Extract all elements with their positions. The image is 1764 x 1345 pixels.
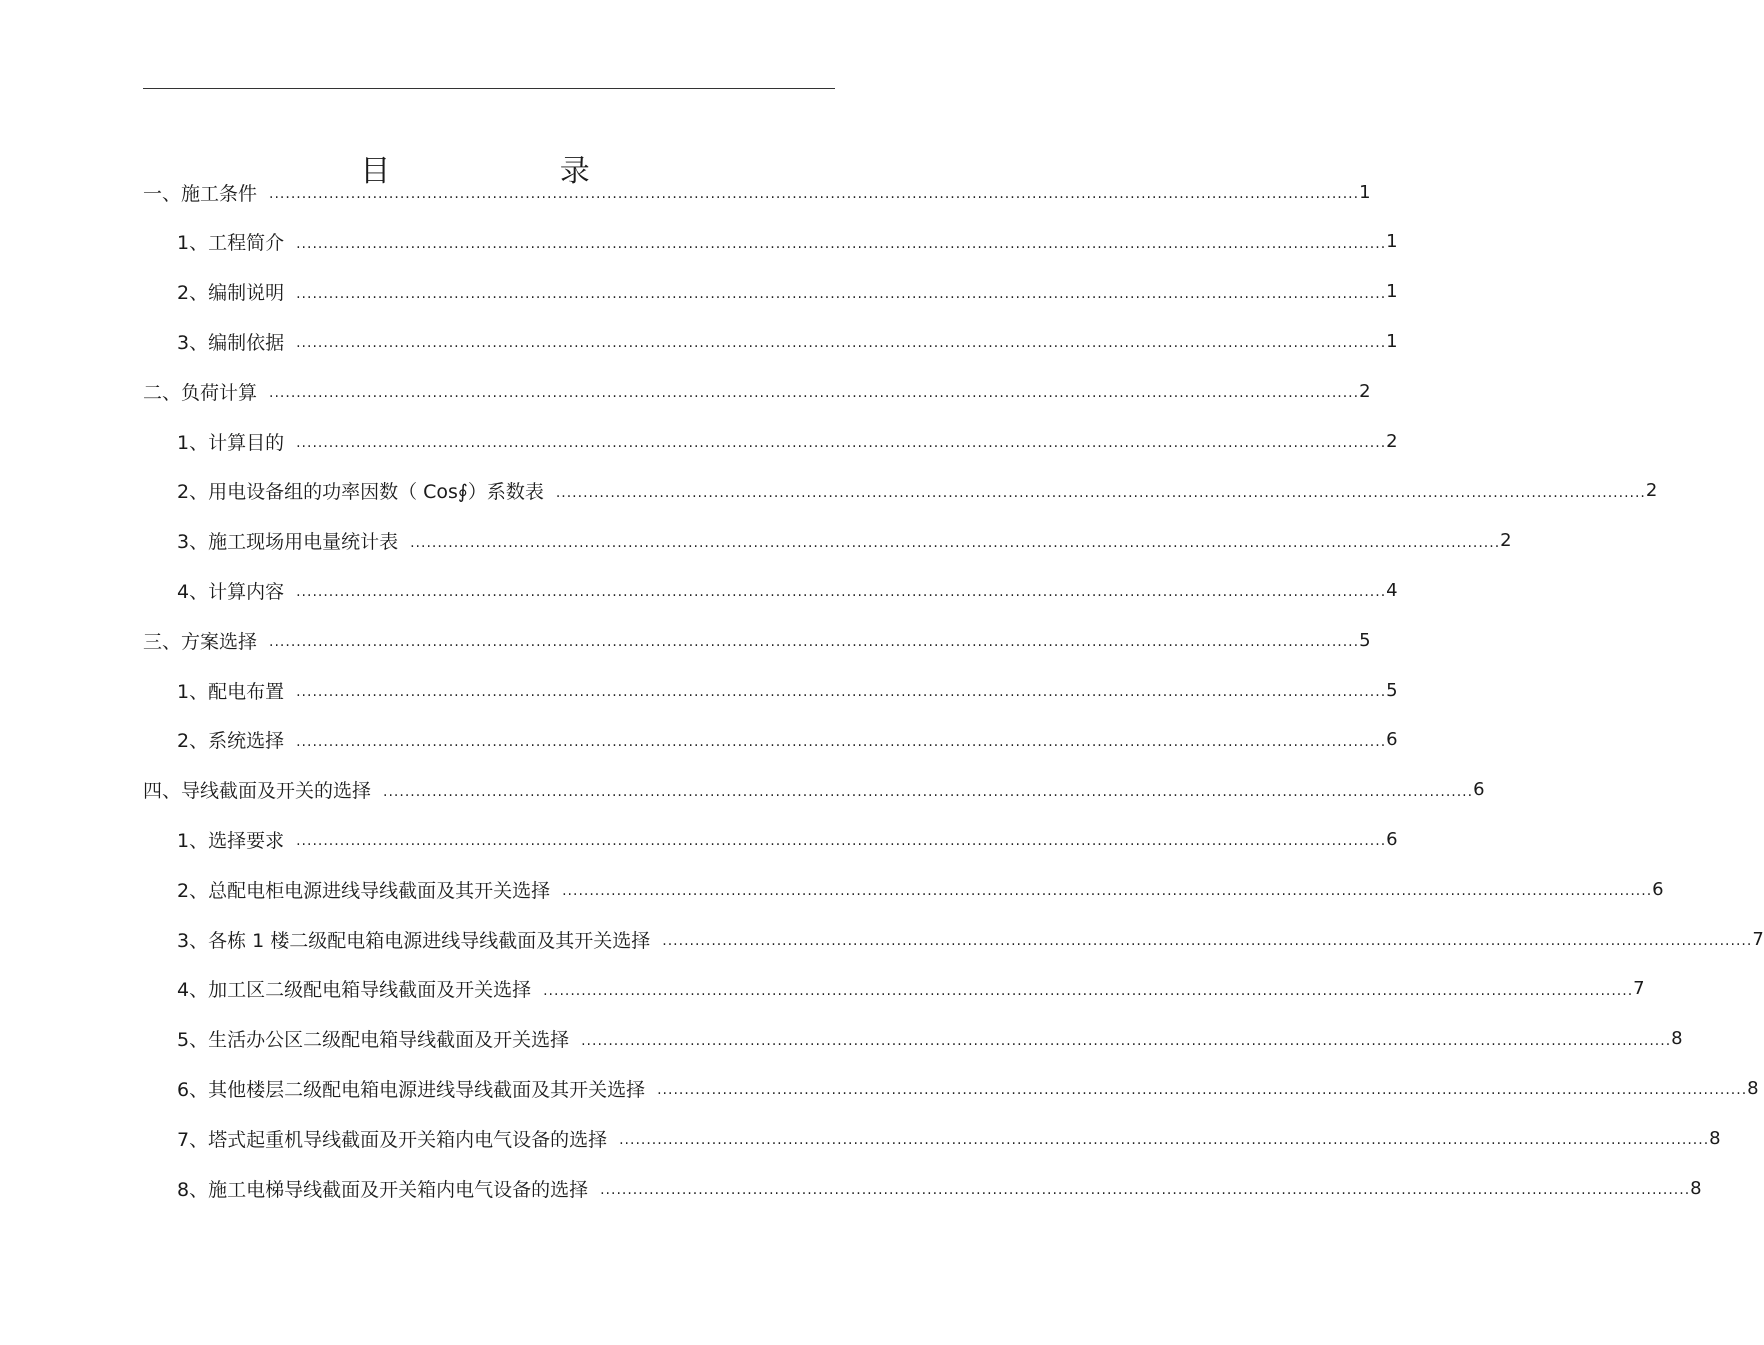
toc-entry[interactable] xyxy=(177,474,1658,508)
toc-entry-number: 6、 xyxy=(177,1078,209,1101)
toc-entry-number: 3、 xyxy=(177,929,209,952)
toc-entry-label: 总配电柜电源进线导线截面及其开关选择 xyxy=(208,879,551,902)
toc-entry-label: 计算目的 xyxy=(208,431,285,454)
toc-entry[interactable] xyxy=(177,573,1398,607)
toc-entry-label: 编制说明 xyxy=(208,282,285,305)
toc-entry-page: 6 xyxy=(1386,729,1398,751)
toc-entry[interactable] xyxy=(177,275,1398,309)
toc-entry-number: 7、 xyxy=(177,1128,209,1151)
toc-entry-number: 2、 xyxy=(177,730,209,753)
toc-entry-number: 4、 xyxy=(177,580,209,603)
toc-entry-label: 工程简介 xyxy=(208,232,285,255)
toc-entry-label: 负荷计算 xyxy=(181,381,258,404)
toc-leader-dots: ........................................................................................................................................................................................................ xyxy=(269,634,1360,651)
toc-entry[interactable] xyxy=(177,723,1398,757)
toc-entry-label: 塔式起重机导线截面及开关箱内电气设备的选择 xyxy=(208,1128,608,1151)
toc-leader-dots: ........................................................................................................................................................................................................ xyxy=(581,1032,1672,1049)
toc-entry[interactable] xyxy=(177,1071,1759,1105)
toc-entry-number: 3、 xyxy=(177,531,209,554)
toc-leader-dots: ........................................................................................................................................................................................................ xyxy=(410,534,1501,551)
toc-entry-label: 导线截面及开关的选择 xyxy=(181,780,372,803)
toc-entry[interactable] xyxy=(177,225,1398,259)
toc-entry-page: 8 xyxy=(1671,1028,1683,1050)
toc-entry[interactable] xyxy=(177,1171,1702,1205)
toc-entry-page: 7 xyxy=(1752,928,1764,950)
page-title: 目 录 xyxy=(360,154,670,190)
toc-entry-page: 8 xyxy=(1747,1077,1759,1099)
toc-entry-page: 2 xyxy=(1500,530,1512,552)
toc-entry-page: 2 xyxy=(1359,380,1371,402)
toc-entry-number: 5、 xyxy=(177,1029,209,1052)
toc-entry-number: 二、 xyxy=(143,381,182,404)
toc-entry-number: 1、 xyxy=(177,680,209,703)
toc-entry-number: 1、 xyxy=(177,829,209,852)
toc-entry[interactable] xyxy=(177,972,1645,1006)
toc-entry[interactable] xyxy=(177,872,1664,906)
toc-entry-label: 用电设备组的功率因数（ Cos∮）系数表 xyxy=(208,481,544,504)
toc-entry-number: 2、 xyxy=(177,282,209,305)
toc-leader-dots: ........................................................................................................................................................................................................ xyxy=(619,1132,1710,1149)
toc-entry-page: 1 xyxy=(1359,181,1371,203)
toc-entry-label: 方案选择 xyxy=(181,630,258,653)
toc-entry-page: 4 xyxy=(1386,579,1398,601)
toc-entry[interactable] xyxy=(177,1121,1721,1155)
toc-entry[interactable] xyxy=(177,822,1398,856)
toc-entry-page: 5 xyxy=(1386,679,1398,701)
toc-entry-number: 4、 xyxy=(177,979,209,1002)
toc-leader-dots: ........................................................................................................................................................................................................ xyxy=(296,584,1387,601)
toc-entry-label: 施工条件 xyxy=(181,182,258,205)
toc-entry-page: 7 xyxy=(1633,978,1645,1000)
toc-entry-number: 四、 xyxy=(143,780,182,803)
toc-entry-label: 配电布置 xyxy=(208,680,285,703)
toc-entry[interactable] xyxy=(143,175,1371,209)
toc-entry-label: 加工区二级配电箱导线截面及开关选择 xyxy=(208,979,532,1002)
toc-entry[interactable] xyxy=(177,1022,1683,1056)
toc-entry[interactable] xyxy=(177,922,1764,956)
toc-entry-page: 6 xyxy=(1473,779,1485,801)
toc-entry-number: 一、 xyxy=(143,182,182,205)
toc-entry-page: 1 xyxy=(1386,281,1398,303)
toc-entry-number: 8、 xyxy=(177,1178,209,1201)
toc-entry-page: 8 xyxy=(1709,1127,1721,1149)
toc-leader-dots: ........................................................................................................................................................................................................ xyxy=(296,285,1387,302)
toc-leader-dots: ........................................................................................................................................................................................................ xyxy=(543,982,1634,999)
toc-entry-number: 1、 xyxy=(177,431,209,454)
toc-leader-dots: ........................................................................................................................................................................................................ xyxy=(555,484,1646,501)
toc-entry-label: 施工现场用电量统计表 xyxy=(208,531,399,554)
toc-entry[interactable] xyxy=(143,773,1485,807)
toc-entry-page: 8 xyxy=(1690,1177,1702,1199)
toc-entry[interactable] xyxy=(143,374,1371,408)
toc-entry-page: 2 xyxy=(1645,480,1658,502)
toc-leader-dots: ........................................................................................................................................................................................................ xyxy=(296,684,1387,700)
toc-entry-page: 6 xyxy=(1652,878,1664,900)
toc-entry[interactable] xyxy=(177,524,1512,558)
toc-leader-dots: ........................................................................................................................................................................................................ xyxy=(600,1182,1691,1198)
toc-entry[interactable] xyxy=(143,623,1371,657)
toc-leader-dots: ........................................................................................................................................................................................................ xyxy=(562,883,1653,900)
toc-entry-number: 2、 xyxy=(177,481,209,504)
toc-entry-label: 各栋 1 楼二级配电箱电源进线导线截面及其开关选择 xyxy=(208,929,651,952)
toc-entry-page: 2 xyxy=(1386,430,1398,452)
toc-entry[interactable] xyxy=(177,324,1398,358)
toc-entry-number: 3、 xyxy=(177,331,209,354)
toc-entry-number: 1、 xyxy=(177,232,209,255)
toc-entry-label: 计算内容 xyxy=(208,580,285,603)
toc-leader-dots: ........................................................................................................................................................................................................ xyxy=(296,435,1387,451)
toc-entry-number: 三、 xyxy=(143,630,182,653)
toc-entry[interactable] xyxy=(177,673,1398,707)
toc-entry-label: 编制依据 xyxy=(208,331,285,354)
toc-leader-dots: ........................................................................................................................................................................................................ xyxy=(383,783,1474,800)
toc-entry-label: 其他楼层二级配电箱电源进线导线截面及其开关选择 xyxy=(208,1078,646,1101)
toc-leader-dots: ........................................................................................................................................................................................................ xyxy=(269,385,1360,402)
toc-leader-dots: ........................................................................................................................................................................................................ xyxy=(296,833,1387,850)
toc-entry-page: 1 xyxy=(1386,330,1398,352)
toc-entry-label: 施工电梯导线截面及开关箱内电气设备的选择 xyxy=(208,1178,589,1201)
toc-entry-label: 生活办公区二级配电箱导线截面及开关选择 xyxy=(208,1029,570,1052)
toc-entry-page: 6 xyxy=(1386,828,1398,850)
toc-leader-dots: ........................................................................................................................................................................................................ xyxy=(296,235,1387,252)
toc-leader-dots: ........................................................................................................................................................................................................ xyxy=(657,1082,1748,1099)
toc-entry[interactable] xyxy=(177,424,1398,458)
toc-leader-dots: ........................................................................................................................................................................................................ xyxy=(269,186,1360,202)
toc-leader-dots: ........................................................................................................................................................................................................ xyxy=(296,335,1387,352)
header-rule xyxy=(143,88,835,89)
toc-entry-number: 2、 xyxy=(177,879,209,902)
toc-entry-label: 系统选择 xyxy=(208,730,285,753)
toc-leader-dots: ........................................................................................................................................................................................................ xyxy=(662,933,1753,949)
toc-entry-label: 选择要求 xyxy=(208,829,285,852)
toc-entry-page: 5 xyxy=(1359,629,1371,651)
toc-entry-page: 1 xyxy=(1386,231,1398,253)
toc-leader-dots: ........................................................................................................................................................................................................ xyxy=(296,733,1387,750)
